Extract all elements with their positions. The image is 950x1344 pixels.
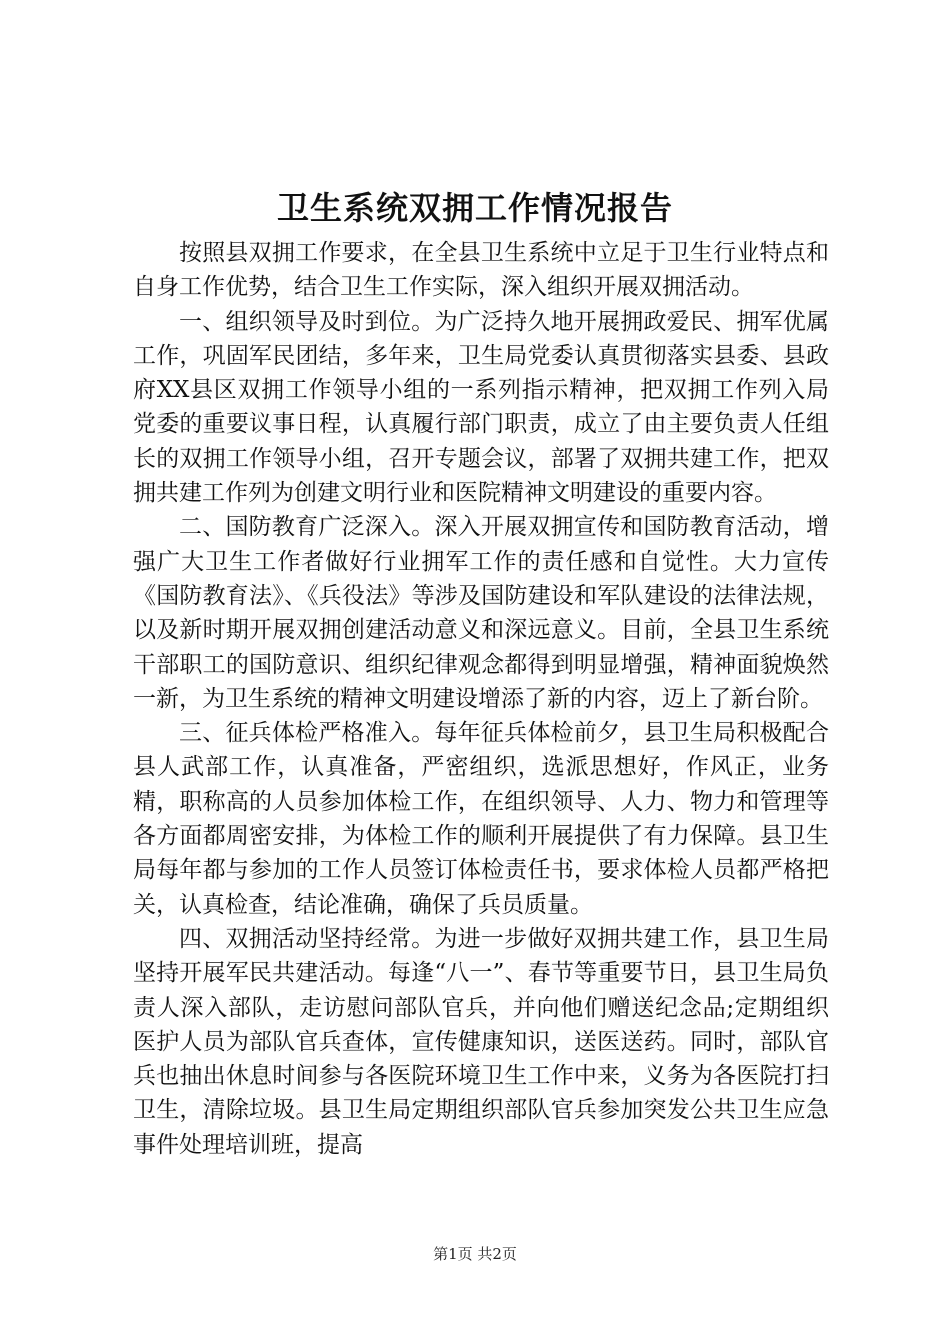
document-title: 卫生系统双拥工作情况报告 xyxy=(276,189,673,227)
document-body xyxy=(133,236,829,1162)
section-2-paragraph: 二、国防教育广泛深入。深入开展双拥宣传和国防教育活动，增强广大卫生工作者做好行业拥军工作的责任感和自觉性。大力宣传《国防教育法》、《兵役法》等涉及国防建设和军队建设的法律法规，以及新时期开展双拥创建活动意义和深远意义。目前，全县卫生系统干部职工的国防意识、组织纪律观念都得到明显增强，精神面貌焕然一新，为卫生系统的精神文明建设增添了新的内容，迈上了新台阶。 xyxy=(133,514,829,712)
section-4-paragraph: 四、双拥活动坚持经常。为进一步做好双拥共建工作，县卫生局坚持开展军民共建活动。每逢“八一”、春节等重要节日，县卫生局负责人深入部队，走访慰问部队官兵，并向他们赠送纪念品;定期组织医护人员为部队官兵查体，宣传健康知识，送医送药。同时，部队官兵也抽出休息时间参与各医院环境卫生工作中来，义务为各医院打扫卫生，清除垃圾。县卫生局定期组织部队官兵参加突发公共卫生应急事件处理培训班，提高 xyxy=(133,925,829,1158)
section-3-paragraph: 三、征兵体检严格准入。每年征兵体检前夕，县卫生局积极配合县人武部工作，认真准备，严密组织，选派思想好，作风正，业务精，职称高的人员参加体检工作，在组织领导、人力、物力和管理等各方面都周密安排，为体检工作的顺利开展提供了有力保障。县卫生局每年都与参加的工作人员签订体检责任书，要求体检人员都严格把关，认真检查，结论准确，确保了兵员质量。 xyxy=(133,720,829,918)
page-footer: 第1页 共2页 xyxy=(433,1245,517,1263)
intro-paragraph: 按照县双拥工作要求，在全县卫生系统中立足于卫生行业特点和自身工作优势，结合卫生工作实际，深入组织开展双拥活动。 xyxy=(133,240,829,301)
section-1-paragraph: 一、组织领导及时到位。为广泛持久地开展拥政爱民、拥军优属工作，巩固军民团结，多年来，卫生局党委认真贯彻落实县委、县政府XX县区双拥工作领导小组的一系列指示精神，把双拥工作列入局党委的重要议事日程，认真履行部门职责，成立了由主要负责人任组长的双拥工作领导小组，召开专题会议，部署了双拥共建工作，把双拥共建工作列为创建文明行业和医院精神文明建设的重要内容。 xyxy=(133,308,829,507)
